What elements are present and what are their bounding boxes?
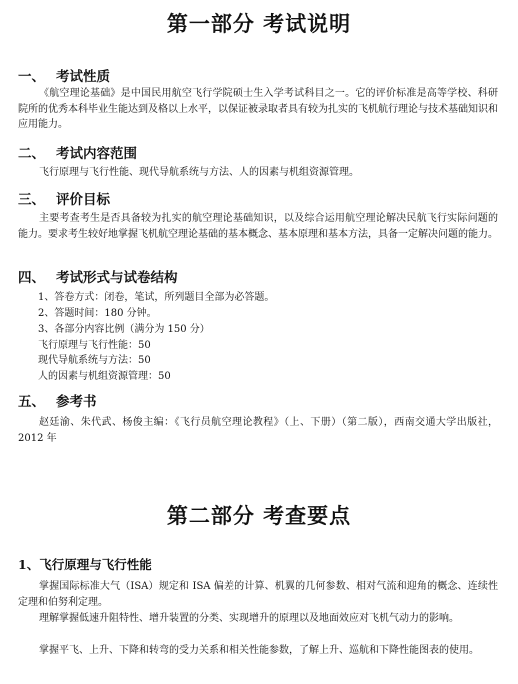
section-3-heading [18, 188, 110, 208]
section-5-heading [18, 390, 97, 410]
section-2-title: 考试内容范围 [56, 146, 137, 162]
section-5-body: 赵廷渝、朱代武、杨俊主编：《飞行员航空理论教程》（上、下册）（第二版），西南交通大学出版社，2012 年 [18, 417, 498, 444]
section-1-number: 一、 [18, 69, 45, 85]
section-1-body: 《航空理论基础》是中国民用航空飞行学院硕士生入学考试科目之一。它的评价标准是高等学校、科研院所的优秀本科毕业生能达到及格以上水平，以保证被录取者具有较为扎实的飞机航行理论与技术基础知识和应用能力。 [18, 88, 498, 130]
part2-paragraph: 理解掌握低速升阻特性、增升装置的分类、实现增升的原理以及地面效应对飞机气动力的影响。 [39, 613, 459, 624]
section-5-number: 五、 [18, 394, 45, 410]
part2-paragraph: 掌握平飞、上升、下降和转弯的受力关系和相关性能参数，了解上升、巡航和下降性能图表的使用。 [39, 645, 479, 656]
section-4-heading [18, 266, 178, 286]
exam-format-line: 3、各部分内容比例（满分为 150 分） [38, 324, 210, 335]
exam-format-line: 人的因素与机组资源管理：50 [38, 371, 171, 382]
section-3-body: 主要考查考生是否具备较为扎实的航空理论基础知识，以及综合运用航空理论解决民航飞行实际问题的能力。要求考生较好地掌握飞机航空理论基础的基本概念、基本原理和基本方法，具备一定解决问题的能力。 [18, 213, 498, 240]
exam-format-line: 1、答卷方式：闭卷，笔试，所列题目全部为必答题。 [38, 292, 275, 303]
section-5-title: 参考书 [56, 394, 97, 410]
section-4-number: 四、 [18, 270, 45, 286]
section-2-number: 二、 [18, 146, 45, 162]
section-1-title: 考试性质 [56, 69, 110, 85]
section-1-heading [18, 65, 110, 85]
exam-format-line: 现代导航系统与方法：50 [38, 355, 151, 366]
section-3-title: 评价目标 [56, 192, 110, 208]
exam-format-line: 2、答题时间：180 分钟。 [38, 308, 157, 319]
part2-paragraph: 掌握国际标准大气（ISA）规定和 ISA 偏差的计算、机翼的几何参数、相对气流和迎角的概念、连续性定理和伯努利定理。 [18, 581, 498, 608]
part2-title: 第二部分 考查要点 [166, 503, 352, 528]
exam-format-line: 飞行原理与飞行性能：50 [38, 340, 151, 351]
section-3-number: 三、 [18, 192, 45, 208]
section-2-heading [18, 142, 137, 162]
section-4-title: 考试形式与试卷结构 [56, 270, 178, 286]
part1-title: 第一部分 考试说明 [166, 11, 352, 36]
section-2-body: 飞行原理与飞行性能、现代导航系统与方法、人的因素与机组资源管理。 [39, 167, 359, 178]
part2-subsection-1-heading: 1、飞行原理与飞行性能 [18, 557, 152, 572]
